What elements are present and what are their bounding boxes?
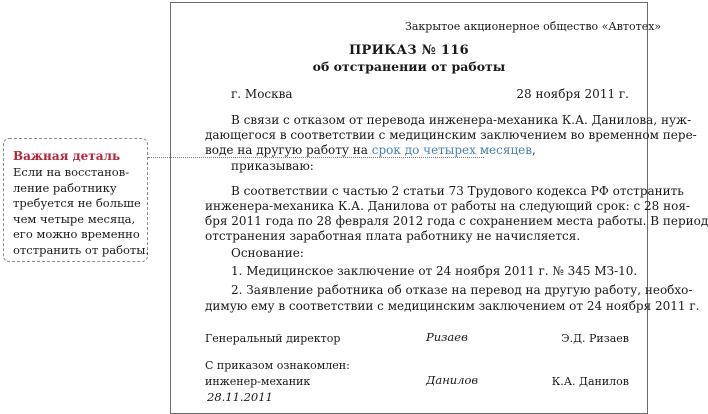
- para1-line-2: дающегося в соответствии с медицинским заключением во временном пере-: [205, 128, 697, 142]
- callout-line-2: ление работнику: [13, 180, 117, 195]
- order-document: [170, 2, 708, 414]
- term-link[interactable]: срок до четырех месяцев: [371, 143, 533, 157]
- order-word: приказываю:: [231, 159, 314, 173]
- para2-line-4: отстранения заработная плата работнику не начисляется.: [205, 229, 581, 243]
- basis-item-1: 1. Медицинское заключение от 24 ноября 2011 г. № 345 МЗ-10.: [231, 264, 638, 278]
- callout-line-5: его можно временно: [13, 227, 140, 241]
- callout-box: [3, 138, 148, 262]
- director-label: Генеральный директор: [205, 332, 341, 345]
- basis-label: Основание:: [231, 246, 304, 260]
- order-title: ПРИКАЗ № 116: [348, 43, 470, 58]
- employee-label: инженер-механик: [205, 375, 311, 388]
- para1-last-suffix: ,: [532, 143, 536, 157]
- para2-line-2: инженера-механика К.А. Данилова от работы на следующий срок: с 28 ноя-: [205, 199, 690, 213]
- ack-label: С приказом ознакомлен:: [205, 359, 350, 372]
- order-city: г. Москва: [231, 87, 293, 101]
- callout-line-6: отстранить от работы.: [13, 242, 150, 257]
- para2-line-3: бря 2011 года по 28 февраля 2012 года с сохранением места работы. В период: [205, 214, 708, 228]
- callout-line-4: чем четыре месяца,: [13, 211, 136, 226]
- para1-line-1: В связи с отказом от перевода инженера-механика К.А. Данилова, нуж-: [231, 113, 692, 127]
- para1-last-prefix: воде на другую работу на: [205, 143, 372, 157]
- para2-line-1: В соответствии с частью 2 статьи 73 Трудового кодекса РФ отстранить: [231, 184, 684, 198]
- director-signature: Ризаев: [426, 330, 468, 344]
- director-name: Э.Д. Ризаев: [561, 332, 629, 345]
- para1-line-3: [205, 143, 629, 158]
- ack-date: 28.11.2011: [207, 390, 273, 404]
- basis-item-2-cont: димую ему в соответствии с медицинским заключением от 24 ноября 2011 г.: [205, 299, 700, 313]
- callout-title: Важная деталь: [13, 149, 121, 163]
- company-name: Закрытое акционерное общество «Автотех»: [405, 20, 662, 33]
- basis-item-2: 2. Заявление работника об отказе на перевод на другую работу, необхо-: [231, 283, 693, 297]
- callout-leader-line: [148, 157, 484, 158]
- order-date: 28 ноября 2011 г.: [516, 87, 629, 101]
- order-subtitle: об отстранении от работы: [312, 59, 506, 74]
- employee-signature: Данилов: [426, 373, 479, 387]
- callout-line-1: Если на восстанов-: [13, 165, 130, 179]
- callout-line-3: требуется не больше: [13, 196, 141, 210]
- employee-name: К.А. Данилов: [551, 375, 629, 388]
